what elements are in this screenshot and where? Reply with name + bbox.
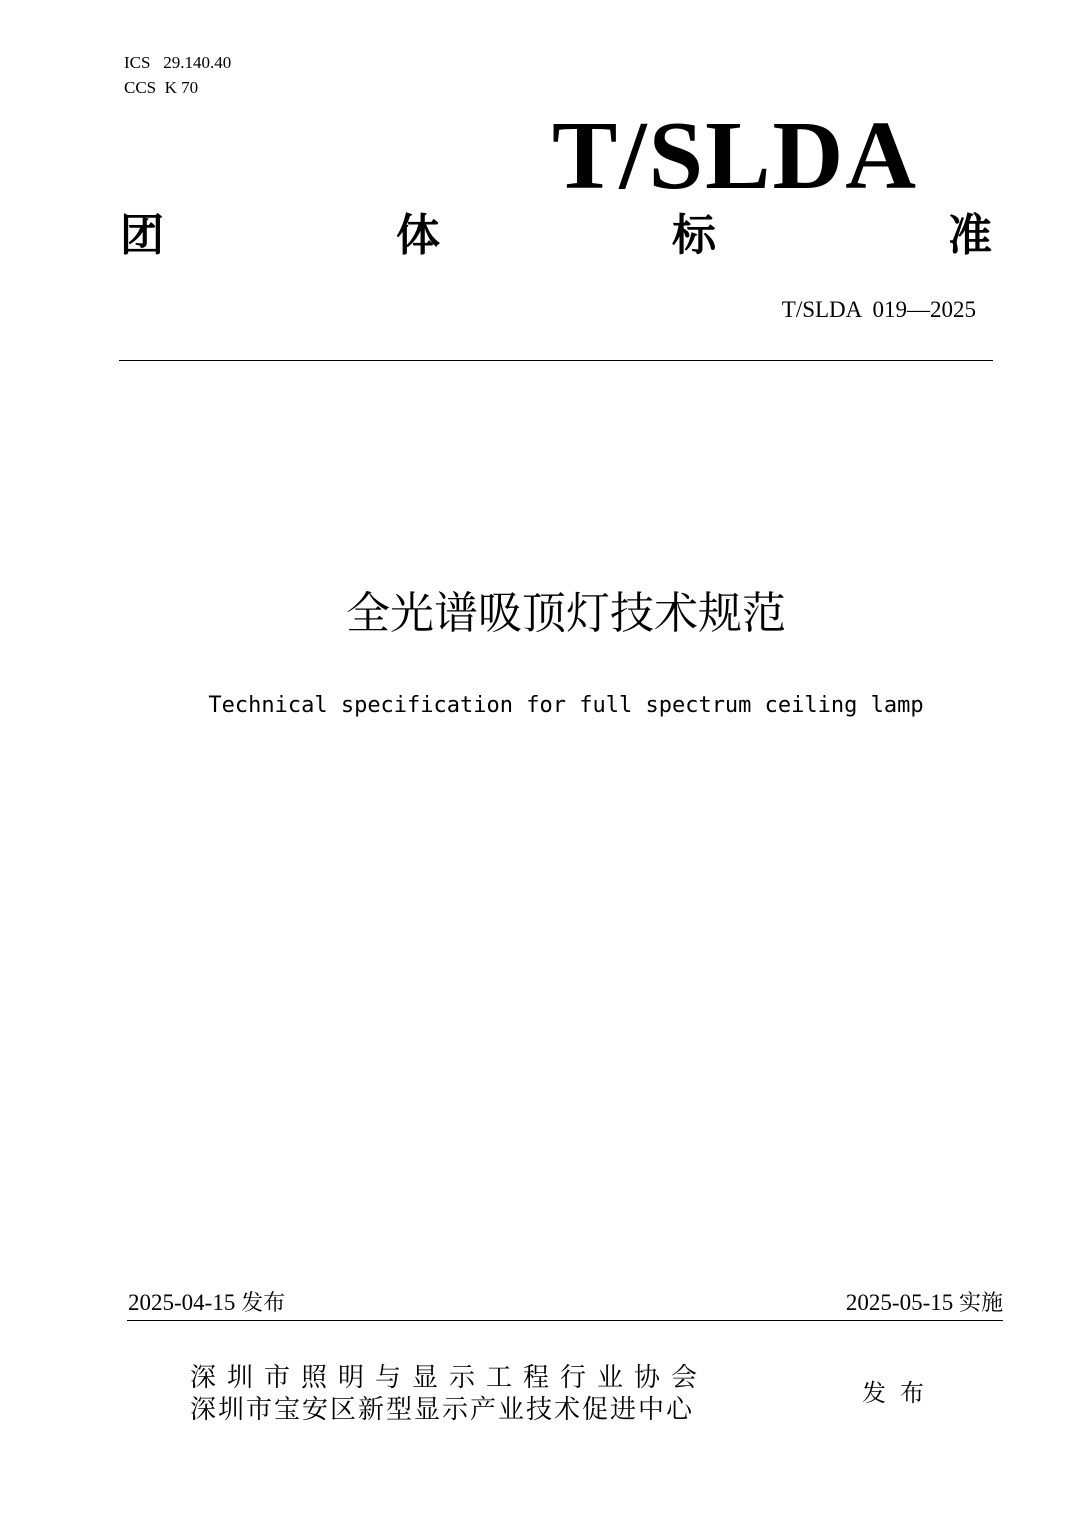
document-title-english: Technical specification for full spectrum ceiling lamp	[208, 693, 924, 718]
standard-type-heading	[120, 210, 992, 262]
implement-date: 2025-05-15	[845, 1290, 954, 1315]
document-title-chinese: 全光谱吸顶灯技术规范	[346, 588, 786, 639]
implement-label: 实施	[958, 1291, 1003, 1316]
header-divider	[119, 360, 993, 361]
standard-brand-mark: T/SLDA	[552, 102, 919, 210]
ics-code: ICS 29.140.40	[124, 53, 232, 72]
publish-date-line	[128, 1289, 285, 1318]
publish-date: 2025-04-15	[128, 1290, 236, 1315]
footer-divider	[127, 1320, 1003, 1321]
issue-label: 发布	[862, 1379, 938, 1407]
standard-number: T/SLDA 019—2025	[781, 297, 976, 322]
standard-type-char: 团	[120, 210, 164, 261]
ccs-code: CCS K 70	[124, 78, 199, 97]
publisher-organization-2: 深圳市宝安区新型显示产业技术促进中心	[190, 1395, 695, 1425]
standard-type-char: 体	[396, 210, 440, 261]
publisher-organization-1: 深圳市照明与显示工程行业协会	[190, 1363, 709, 1393]
publish-label: 发布	[241, 1291, 286, 1316]
standard-type-char: 标	[672, 210, 716, 261]
standard-type-char: 准	[948, 210, 992, 261]
implement-date-line	[846, 1289, 1003, 1318]
